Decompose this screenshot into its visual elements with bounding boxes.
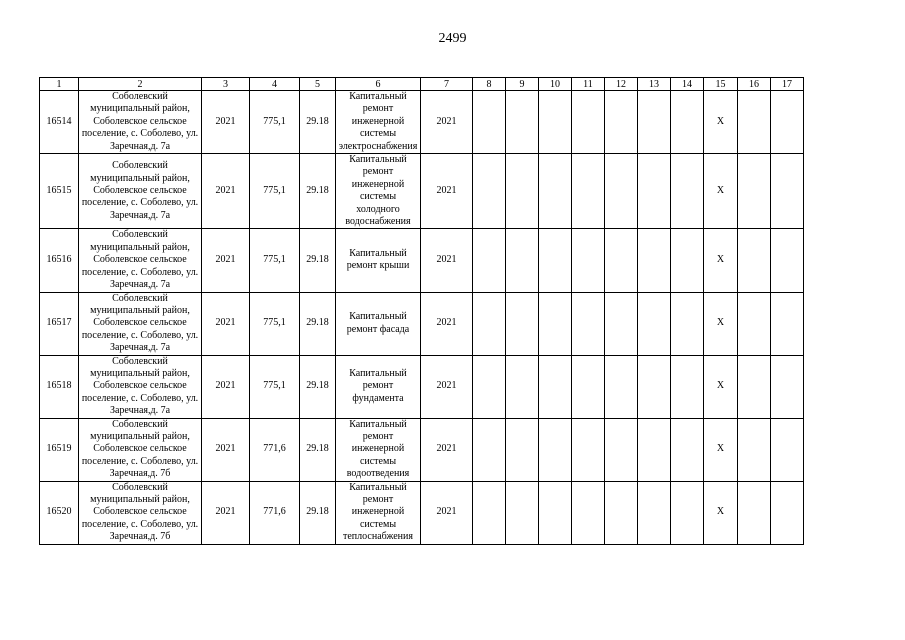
empty-cell <box>473 355 506 418</box>
column-number: 15 <box>704 78 738 91</box>
area-cell: 775,1 <box>250 292 300 355</box>
empty-cell <box>572 481 605 544</box>
column-number: 6 <box>336 78 421 91</box>
empty-cell <box>738 229 771 292</box>
empty-cell <box>638 481 671 544</box>
empty-cell <box>771 481 804 544</box>
empty-cell <box>506 418 539 481</box>
empty-cell <box>671 355 704 418</box>
empty-cell <box>771 292 804 355</box>
empty-cell <box>473 292 506 355</box>
code-cell: 29.18 <box>300 355 336 418</box>
empty-cell <box>605 154 638 229</box>
row-id: 16517 <box>40 292 79 355</box>
row-id: 16516 <box>40 229 79 292</box>
plan-year-cell: 2021 <box>421 355 473 418</box>
empty-cell <box>506 229 539 292</box>
area-cell: 775,1 <box>250 355 300 418</box>
empty-cell <box>605 418 638 481</box>
empty-cell <box>605 355 638 418</box>
table-row <box>40 418 804 481</box>
address-cell: Соболевский муниципальный район, Соболевское сельское поселение, с. Соболево, ул. Заречная,д. 7а <box>79 91 202 154</box>
empty-cell <box>771 355 804 418</box>
empty-cell <box>506 355 539 418</box>
row-id: 16514 <box>40 91 79 154</box>
empty-cell <box>506 91 539 154</box>
table-row <box>40 229 804 292</box>
work-type-cell: Капитальный ремонт инженерной системы теплоснабжения <box>336 481 421 544</box>
empty-cell <box>671 418 704 481</box>
empty-cell <box>572 154 605 229</box>
mark-cell: Х <box>704 418 738 481</box>
empty-cell <box>738 481 771 544</box>
column-number: 4 <box>250 78 300 91</box>
empty-cell <box>539 481 572 544</box>
column-number: 10 <box>539 78 572 91</box>
column-number: 7 <box>421 78 473 91</box>
empty-cell <box>738 292 771 355</box>
address-cell: Соболевский муниципальный район, Соболевское сельское поселение, с. Соболево, ул. Заречная,д. 7а <box>79 154 202 229</box>
column-number: 5 <box>300 78 336 91</box>
code-cell: 29.18 <box>300 154 336 229</box>
empty-cell <box>506 292 539 355</box>
code-cell: 29.18 <box>300 91 336 154</box>
column-number: 14 <box>671 78 704 91</box>
column-number: 11 <box>572 78 605 91</box>
table-row <box>40 355 804 418</box>
code-cell: 29.18 <box>300 418 336 481</box>
empty-cell <box>539 229 572 292</box>
row-id: 16518 <box>40 355 79 418</box>
plan-year-cell: 2021 <box>421 229 473 292</box>
empty-cell <box>572 418 605 481</box>
plan-year-cell: 2021 <box>421 292 473 355</box>
empty-cell <box>671 91 704 154</box>
empty-cell <box>539 418 572 481</box>
empty-cell <box>738 154 771 229</box>
empty-cell <box>738 91 771 154</box>
area-cell: 775,1 <box>250 229 300 292</box>
address-cell: Соболевский муниципальный район, Соболевское сельское поселение, с. Соболево, ул. Заречная,д. 7а <box>79 292 202 355</box>
work-type-cell: Капитальный ремонт фундамента <box>336 355 421 418</box>
work-type-cell: Капитальный ремонт инженерной системы водоотведения <box>336 418 421 481</box>
empty-cell <box>771 154 804 229</box>
address-cell: Соболевский муниципальный район, Соболевское сельское поселение, с. Соболево, ул. Заречная,д. 7б <box>79 481 202 544</box>
column-number: 2 <box>79 78 202 91</box>
empty-cell <box>638 154 671 229</box>
plan-year-cell: 2021 <box>421 481 473 544</box>
empty-cell <box>572 292 605 355</box>
empty-cell <box>771 418 804 481</box>
empty-cell <box>473 481 506 544</box>
column-number: 9 <box>506 78 539 91</box>
row-id: 16519 <box>40 418 79 481</box>
empty-cell <box>539 355 572 418</box>
mark-cell: Х <box>704 229 738 292</box>
empty-cell <box>506 481 539 544</box>
area-cell: 771,6 <box>250 481 300 544</box>
empty-cell <box>638 418 671 481</box>
plan-year-cell: 2021 <box>421 91 473 154</box>
work-type-cell: Капитальный ремонт фасада <box>336 292 421 355</box>
column-number: 1 <box>40 78 79 91</box>
area-cell: 775,1 <box>250 154 300 229</box>
mark-cell: Х <box>704 292 738 355</box>
row-id: 16515 <box>40 154 79 229</box>
empty-cell <box>771 229 804 292</box>
table-body <box>40 78 804 545</box>
empty-cell <box>638 355 671 418</box>
empty-cell <box>539 91 572 154</box>
empty-cell <box>572 91 605 154</box>
year-cell: 2021 <box>202 91 250 154</box>
column-number: 16 <box>738 78 771 91</box>
empty-cell <box>738 355 771 418</box>
column-number: 12 <box>605 78 638 91</box>
empty-cell <box>473 229 506 292</box>
page-number: 2499 <box>438 31 467 46</box>
code-cell: 29.18 <box>300 292 336 355</box>
column-number: 8 <box>473 78 506 91</box>
empty-cell <box>605 91 638 154</box>
table-row <box>40 481 804 544</box>
empty-cell <box>771 91 804 154</box>
empty-cell <box>506 154 539 229</box>
year-cell: 2021 <box>202 481 250 544</box>
empty-cell <box>539 154 572 229</box>
empty-cell <box>738 418 771 481</box>
empty-cell <box>671 154 704 229</box>
area-cell: 775,1 <box>250 91 300 154</box>
empty-cell <box>638 229 671 292</box>
year-cell: 2021 <box>202 229 250 292</box>
work-type-cell: Капитальный ремонт инженерной системы холодного водоснабжения <box>336 154 421 229</box>
year-cell: 2021 <box>202 292 250 355</box>
address-cell: Соболевский муниципальный район, Соболевское сельское поселение, с. Соболево, ул. Заречная,д. 7а <box>79 355 202 418</box>
mark-cell: Х <box>704 481 738 544</box>
column-number: 17 <box>771 78 804 91</box>
address-cell: Соболевский муниципальный район, Соболевское сельское поселение, с. Соболево, ул. Заречная,д. 7а <box>79 229 202 292</box>
table-row <box>40 154 804 229</box>
work-type-cell: Капитальный ремонт инженерной системы электроснабжения <box>336 91 421 154</box>
address-cell: Соболевский муниципальный район, Соболевское сельское поселение, с. Соболево, ул. Заречная,д. 7б <box>79 418 202 481</box>
empty-cell <box>605 481 638 544</box>
column-number-row <box>40 78 804 91</box>
code-cell: 29.18 <box>300 481 336 544</box>
year-cell: 2021 <box>202 418 250 481</box>
table-row <box>40 292 804 355</box>
empty-cell <box>605 292 638 355</box>
year-cell: 2021 <box>202 355 250 418</box>
mark-cell: Х <box>704 154 738 229</box>
empty-cell <box>638 91 671 154</box>
empty-cell <box>671 481 704 544</box>
mark-cell: Х <box>704 355 738 418</box>
plan-year-cell: 2021 <box>421 154 473 229</box>
code-cell: 29.18 <box>300 229 336 292</box>
empty-cell <box>605 229 638 292</box>
registry-table <box>39 77 804 545</box>
mark-cell: Х <box>704 91 738 154</box>
empty-cell <box>671 292 704 355</box>
table-row <box>40 91 804 154</box>
empty-cell <box>638 292 671 355</box>
plan-year-cell: 2021 <box>421 418 473 481</box>
work-type-cell: Капитальный ремонт крыши <box>336 229 421 292</box>
row-id: 16520 <box>40 481 79 544</box>
empty-cell <box>572 229 605 292</box>
column-number: 13 <box>638 78 671 91</box>
empty-cell <box>473 91 506 154</box>
empty-cell <box>473 154 506 229</box>
area-cell: 771,6 <box>250 418 300 481</box>
empty-cell <box>473 418 506 481</box>
empty-cell <box>671 229 704 292</box>
year-cell: 2021 <box>202 154 250 229</box>
empty-cell <box>572 355 605 418</box>
empty-cell <box>539 292 572 355</box>
column-number: 3 <box>202 78 250 91</box>
